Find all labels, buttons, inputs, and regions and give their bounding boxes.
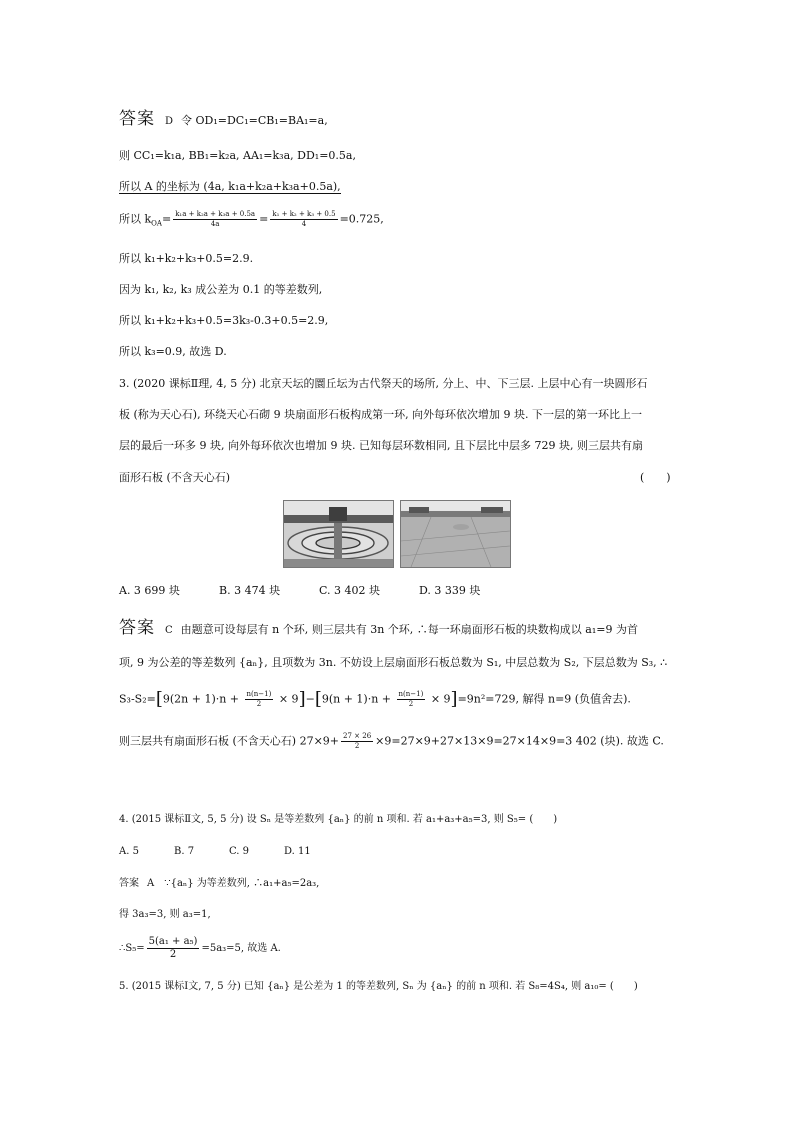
option-d: D. 3 339 块	[419, 584, 481, 597]
answer-4-line	[119, 877, 319, 891]
text: ∵{aₙ} 为等差数列, ∴a₁+a₅=2a₃,	[164, 878, 320, 889]
text-line: 则 CC₁=k₁a, BB₁=k₂a, AA₁=k₃a, DD₁=0.5a,	[119, 149, 356, 162]
answer-letter: A	[147, 878, 155, 889]
answer-line-d	[119, 109, 328, 129]
denominator: 2	[256, 700, 262, 708]
option-c: C. 3 402 块	[319, 584, 381, 597]
question-4-line: 4. (2015 课标Ⅱ文, 5, 5 分) 设 Sₙ 是等差数列 {aₙ} 的前 n 项和. 若 a₁+a₃+a₅=3, 则 S₅= ( )	[119, 814, 558, 825]
text: S₃-S₂=	[119, 692, 156, 706]
text-line	[119, 180, 341, 194]
fraction	[245, 690, 274, 709]
answer-label: 答案	[119, 618, 155, 638]
temple-aerial-photo	[283, 500, 394, 568]
altar-stone-photo	[400, 500, 511, 568]
answer-label: 答案	[119, 878, 139, 889]
question-4-options	[119, 845, 311, 859]
text: =	[161, 212, 172, 226]
text: ∴S₅=	[119, 943, 145, 954]
text: × 9	[427, 692, 451, 706]
denominator: 4a	[210, 220, 220, 228]
question-3-options	[119, 584, 480, 598]
text: ×9=27×9+27×13×9=27×14×9=3 402 (块). 故选 C.	[375, 734, 664, 748]
text: =5a₃=5, 故选 A.	[201, 943, 281, 954]
denominator: 2	[169, 949, 177, 960]
answer-letter: C	[165, 625, 173, 636]
answer-line-c	[119, 618, 638, 638]
formula-line	[119, 210, 384, 231]
altar-stone-image	[401, 501, 510, 567]
question-3-line: 3. (2020 课标Ⅱ理, 4, 5 分) 北京天坛的圜丘坛为古代祭天的场所, 分上、中、下三层. 上层中心有一块圆形石	[119, 377, 648, 390]
question-3-line: 面形石板 (不含天心石)	[119, 471, 231, 484]
text: 所以 k	[119, 212, 152, 226]
question-5-line: 5. (2015 课标Ⅰ文, 7, 5 分) 已知 {aₙ} 是公差为 1 的等差数列, Sₙ 为 {aₙ} 的前 n 项和. 若 S₈=4S₄, 则 a₁₀= ( )	[119, 981, 638, 992]
text-line: 因为 k₁, k₂, k₃ 成公差为 0.1 的等差数列,	[119, 283, 323, 296]
fraction	[173, 210, 257, 229]
answer-3-line: 项, 9 为公差的等差数列 {aₙ}, 且项数为 3n. 不妨设上层扇面形石板总数为 S₁, 中层总数为 S₂, 下层总数为 S₃, ∴	[119, 656, 668, 669]
answer-4-line: 得 3a₃=3, 则 a₃=1,	[119, 909, 211, 920]
answer-letter: D	[165, 116, 174, 127]
fraction	[147, 936, 200, 961]
denominator: 2	[354, 742, 360, 750]
option-d: D. 11	[284, 846, 311, 857]
numerator: k₁a + k₂a + k₃a + 0.5a	[175, 210, 256, 218]
fraction	[341, 732, 373, 751]
answer-paren: ( )	[640, 471, 671, 484]
coord-text: 所以 A 的坐标为 (4a, k₁a+k₂a+k₃a+0.5a),	[119, 180, 341, 193]
answer-label: 答案	[119, 109, 155, 129]
text: × 9	[275, 692, 299, 706]
answer-3-final	[119, 732, 664, 751]
numerator: n(n−1)	[246, 690, 272, 698]
option-b: B. 7	[174, 846, 195, 857]
temple-aerial-image	[284, 501, 393, 567]
subscript: OA	[151, 219, 162, 228]
fraction	[397, 690, 426, 709]
numerator: n(n−1)	[398, 690, 424, 698]
answer-4-formula	[119, 936, 281, 961]
numerator: k₁ + k₂ + k₃ + 0.5	[272, 210, 336, 218]
fraction	[270, 210, 337, 229]
text: =0.725,	[339, 212, 384, 226]
text: 由题意可设每层有 n 个环, 则三层共有 3n 个环, ∴每一环扇面形石板的块数构成以 a₁=9 为首	[180, 623, 638, 636]
option-a: A. 3 699 块	[119, 584, 180, 597]
text: −	[305, 692, 315, 706]
text: 则三层共有扇面形石板 (不含天心石) 27×9+	[119, 734, 340, 748]
text: 9(n + 1)·n +	[321, 692, 395, 706]
text-line: 所以 k₃=0.9, 故选 D.	[119, 345, 227, 358]
text: =9n²=729, 解得 n=9 (负值舍去).	[457, 692, 631, 706]
question-3-line: 板 (称为天心石), 环绕天心石砌 9 块扇面形石板构成第一环, 向外每环依次增加 9 块. 下一层的第一环比上一	[119, 408, 643, 421]
denominator: 2	[408, 700, 414, 708]
text: 令 OD₁=DC₁=CB₁=BA₁=a,	[181, 114, 328, 127]
option-a: A. 5	[119, 846, 139, 857]
numerator: 27 × 26	[343, 732, 372, 740]
denominator: 4	[301, 220, 307, 228]
question-3-line: 层的最后一环多 9 块, 向外每环依次也增加 9 块. 已知每层环数相同, 且下层比中层多 729 块, 则三层共有扇	[119, 439, 643, 452]
text: =	[259, 212, 269, 226]
numerator: 5(a₁ + a₅)	[148, 936, 198, 947]
text-line: 所以 k₁+k₂+k₃+0.5=3k₃-0.3+0.5=2.9,	[119, 314, 329, 327]
text-line: 所以 k₁+k₂+k₃+0.5=2.9.	[119, 252, 254, 265]
answer-3-formula: S₃-S₂=[9(2n + 1)·n + $\frac{n(n-1)}{2}$ × 9]−[9(n + 1)·n + $\frac{n(n-1)}{2}$ × 9]=9n²=729, 解得 n=9 (负值舍去).	[119, 688, 631, 710]
text: 9(2n + 1)·n +	[162, 692, 243, 706]
option-b: B. 3 474 块	[219, 584, 281, 597]
option-c: C. 9	[229, 846, 250, 857]
